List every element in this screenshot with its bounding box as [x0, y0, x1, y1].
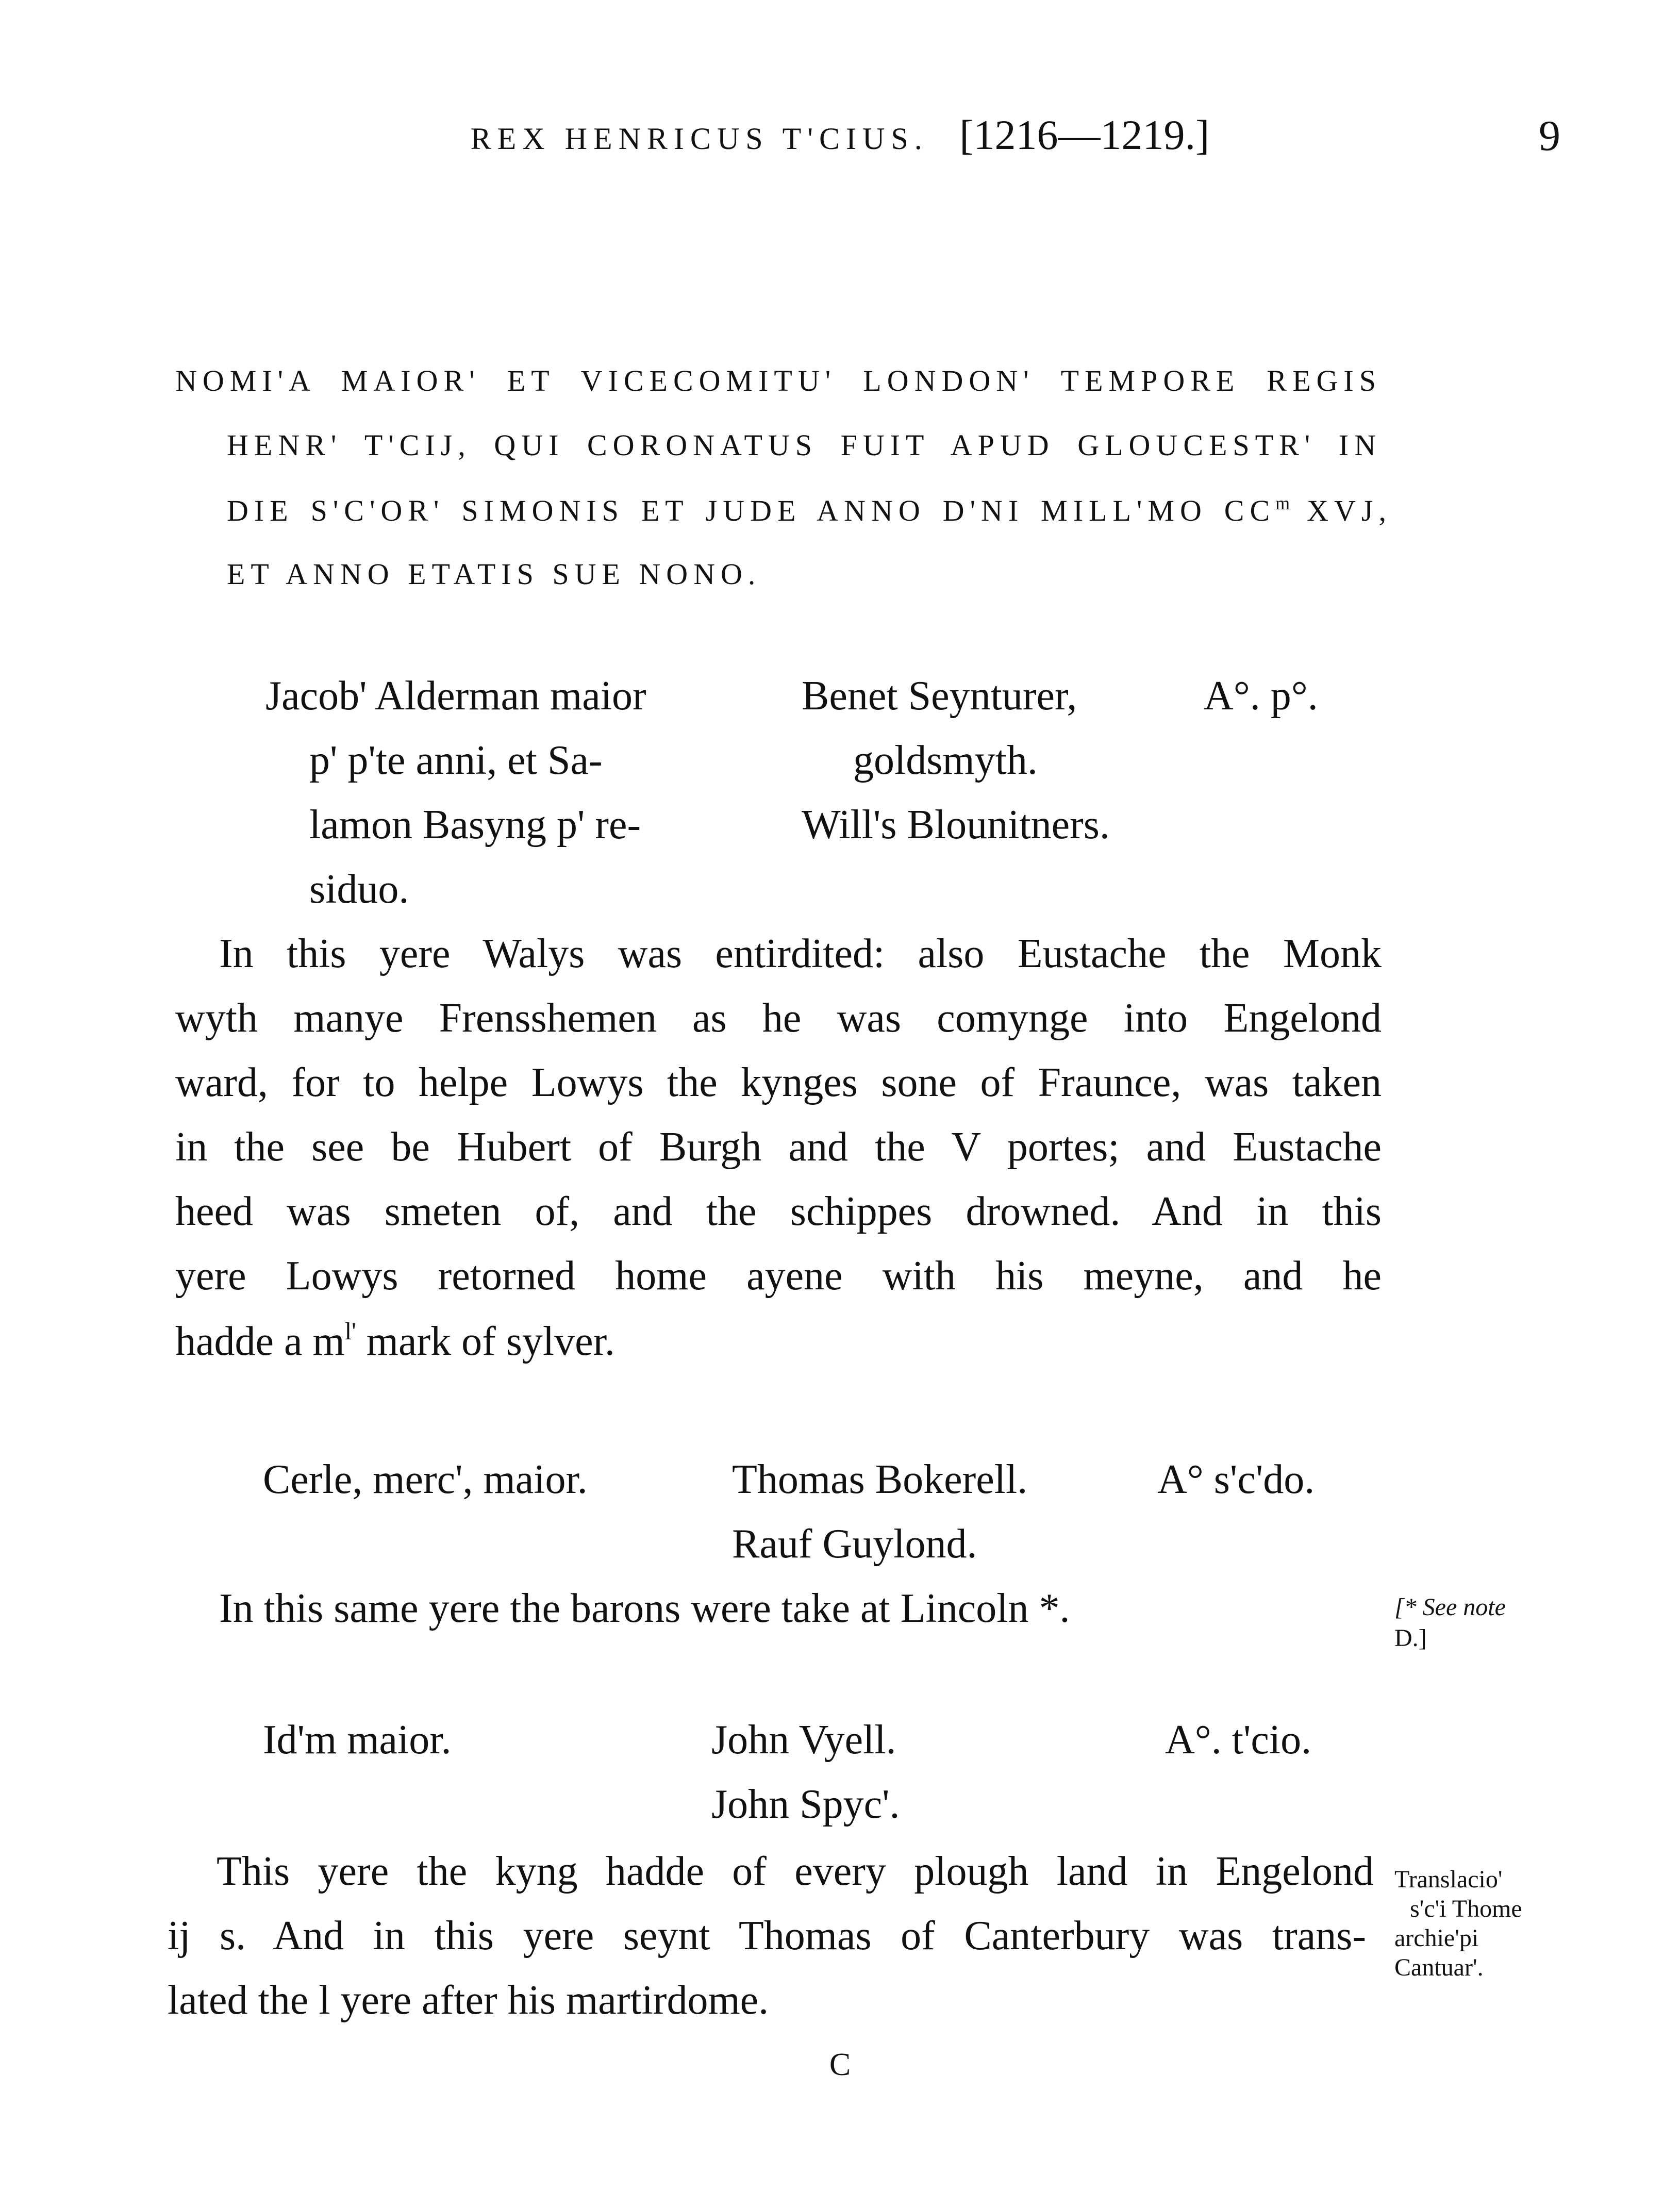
- year-label: A°. p°.: [1204, 673, 1318, 719]
- caption-line3-sup: m: [1275, 493, 1290, 513]
- margin-note-line: s'c'i Thome: [1410, 1895, 1522, 1922]
- sheriff-entry-line: goldsmyth.: [853, 738, 1038, 783]
- caption-line3-end: XVJ,: [1290, 494, 1392, 527]
- running-head: [0, 111, 1680, 159]
- para1-last-sup: l': [344, 1318, 356, 1345]
- paragraph-line: In this same yere the barons were take at Lincoln *.: [219, 1586, 1070, 1631]
- mayor-entry: Id'm maior.: [263, 1717, 452, 1763]
- mayor-entry-line: siduo.: [309, 867, 409, 912]
- running-head-dates: [1216—1219.]: [959, 111, 1210, 158]
- sheriff-entry: Thomas Bokerell.: [732, 1457, 1028, 1502]
- paragraph-line: wyth manye Frensshemen as he was comynge into Engelond: [175, 995, 1382, 1041]
- para1-last-post: mark of sylver.: [356, 1319, 615, 1364]
- sheriff-entry: Rauf Guylond.: [732, 1521, 977, 1567]
- year-label: A°. t'cio.: [1165, 1717, 1312, 1763]
- para1-last-pre: hadde a m: [175, 1319, 345, 1364]
- caption-line: ET ANNO ETATIS SUE NONO.: [227, 557, 761, 591]
- mayor-entry-line: lamon Basyng p' re-: [309, 802, 641, 848]
- page-number: 9: [1539, 112, 1560, 160]
- caption-line: HENR' T'CIJ, QUI CORONATUS FUIT APUD GLOUCESTR' IN: [227, 428, 1382, 462]
- sheriff-entry: John Vyell.: [711, 1717, 896, 1763]
- signature-mark: C: [829, 2047, 851, 2082]
- caption-line: [227, 492, 1392, 528]
- footnote-reference: [* See note: [1394, 1594, 1506, 1621]
- mayor-entry-line: p' p'te anni, et Sa-: [309, 738, 603, 783]
- paragraph-line: ij s. And in this yere seynt Thomas of Canterbury was trans-: [168, 1913, 1366, 1958]
- paragraph-line: This yere the kyng hadde of every plough land in Engelond: [217, 1849, 1374, 1894]
- paragraph-line: yere Lowys retorned home ayene with his meyne, and he: [175, 1253, 1382, 1299]
- paragraph-line: lated the l yere after his martirdome.: [168, 1978, 769, 2023]
- paragraph-line: in the see be Hubert of Burgh and the V portes; and Eustache: [175, 1124, 1382, 1170]
- paragraph-line: In this yere Walys was entirdited: also Eustache the Monk: [219, 931, 1382, 976]
- paragraph-line: [175, 1317, 615, 1365]
- sheriff-entry: John Spyc'.: [711, 1782, 900, 1827]
- sheriff-entry-line: Benet Seynturer,: [802, 673, 1077, 719]
- footnote-reference: D.]: [1394, 1624, 1427, 1652]
- mayor-entry-line: Jacob' Alderman maior: [265, 673, 646, 719]
- sheriff-entry-line: Will's Blounitners.: [802, 802, 1110, 848]
- running-head-title: REX HENRICUS T'CIUS.: [470, 122, 928, 156]
- caption-line3-text: DIE S'C'OR' SIMONIS ET JUDE ANNO D'NI MILL'MO CC: [227, 494, 1276, 527]
- caption-line: NOMI'A MAIOR' ET VICECOMITU' LONDON' TEMPORE REGIS: [175, 364, 1382, 397]
- paragraph-line: heed was smeten of, and the schippes drowned. And in this: [175, 1189, 1382, 1234]
- year-label: A° s'c'do.: [1157, 1457, 1315, 1502]
- margin-note-line: archie'pi: [1394, 1924, 1479, 1952]
- margin-note-line: Cantuar'.: [1394, 1954, 1484, 1981]
- margin-note-line: Translacio': [1394, 1866, 1503, 1893]
- paragraph-line: ward, for to helpe Lowys the kynges sone of Fraunce, was taken: [175, 1060, 1382, 1105]
- mayor-entry: Cerle, merc', maior.: [263, 1457, 588, 1502]
